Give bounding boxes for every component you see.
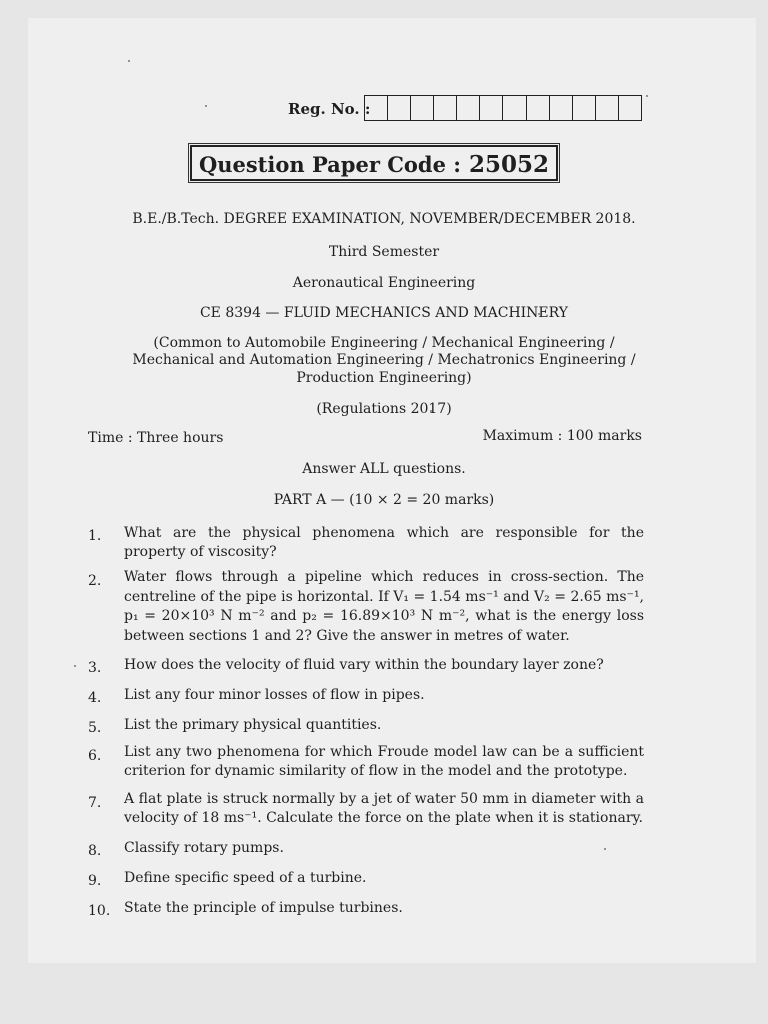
reg-no-label: Reg. No. : — [288, 100, 371, 118]
common-to-line: Production Engineering) — [296, 370, 472, 386]
reg-no-box — [596, 96, 619, 120]
reg-no-box — [573, 96, 596, 120]
reg-no-box — [388, 96, 411, 120]
reg-no-box — [480, 96, 503, 120]
scan-speck — [205, 105, 207, 107]
question-number: 8. — [88, 843, 102, 859]
scan-speck — [646, 95, 648, 97]
question-text: A flat plate is struck normally by a jet of water 50 mm in diameter with a velocity of 18 ms⁻¹. Calculate the force on the plate when it is stationary. — [124, 791, 644, 826]
question-number: 1. — [88, 528, 102, 544]
common-to-line: Mechanical and Automation Engineering / Mechatronics Engineering / — [132, 352, 636, 368]
exam-title: B.E./B.Tech. DEGREE EXAMINATION, NOVEMBER/DECEMBER 2018. — [132, 211, 636, 227]
course-title: CE 8394 — FLUID MECHANICS AND MACHINERY — [199, 305, 569, 321]
reg-no-box — [550, 96, 573, 120]
scan-speck — [128, 60, 130, 62]
reg-no-box — [527, 96, 550, 120]
question-number: 3. — [88, 660, 102, 676]
question-text: Classify rotary pumps. — [124, 840, 284, 856]
question-text: List the primary physical quantities. — [124, 717, 382, 733]
part-a-heading: PART A — (10 × 2 = 20 marks) — [273, 492, 495, 508]
instruction: Answer ALL questions. — [302, 461, 466, 477]
question-text: Water flows through a pipeline which reduces in cross-section. The centreline of the pipe is horizontal. If V₁ = 1.54 ms⁻¹ and V₂ = 2.65 ms⁻¹, p₁ = 20×10³ N m⁻² and p₂ = 16.89×10³ N m⁻², what is the energy loss between sections 1 and 2? Give the answer in metres of water. — [124, 569, 644, 644]
department: Aeronautical Engineering — [292, 275, 476, 291]
question-text: Define specific speed of a turbine. — [124, 870, 367, 886]
question-text: What are the physical phenomena which are responsible for the property of viscosity? — [124, 525, 644, 560]
question-number: 2. — [88, 573, 102, 589]
question-number: 7. — [88, 795, 102, 811]
question-text: State the principle of impulse turbines. — [124, 900, 403, 916]
question-text: How does the velocity of fluid vary within the boundary layer zone? — [124, 657, 604, 673]
question-paper-code-label: Question Paper Code : — [198, 152, 462, 177]
semester: Third Semester — [328, 244, 440, 260]
reg-no-box — [457, 96, 480, 120]
question-paper-code-box — [190, 145, 558, 181]
question-paper-code-number: 25052 — [469, 151, 550, 178]
question-text: List any two phenomena for which Froude model law can be a sufficient criterion for dynamic similarity of flow in the model and the prototype. — [124, 744, 644, 779]
reg-no-box — [434, 96, 457, 120]
reg-no-box — [503, 96, 526, 120]
reg-no-box — [365, 96, 388, 120]
maximum-marks: Maximum : 100 marks — [482, 428, 642, 444]
question-number: 6. — [88, 748, 102, 764]
reg-no-boxes — [364, 95, 642, 121]
exam-duration: Time : Three hours — [88, 430, 224, 446]
scan-speck — [74, 665, 76, 667]
question-number: 4. — [88, 690, 102, 706]
reg-no-box — [411, 96, 434, 120]
regulations: (Regulations 2017) — [316, 401, 452, 417]
reg-no-box — [619, 96, 641, 120]
question-number: 5. — [88, 720, 102, 736]
common-to-line: (Common to Automobile Engineering / Mechanical Engineering / — [153, 335, 615, 351]
question-text: List any four minor losses of flow in pipes. — [124, 687, 425, 703]
question-number: 9. — [88, 873, 102, 889]
question-number: 10. — [88, 903, 111, 919]
